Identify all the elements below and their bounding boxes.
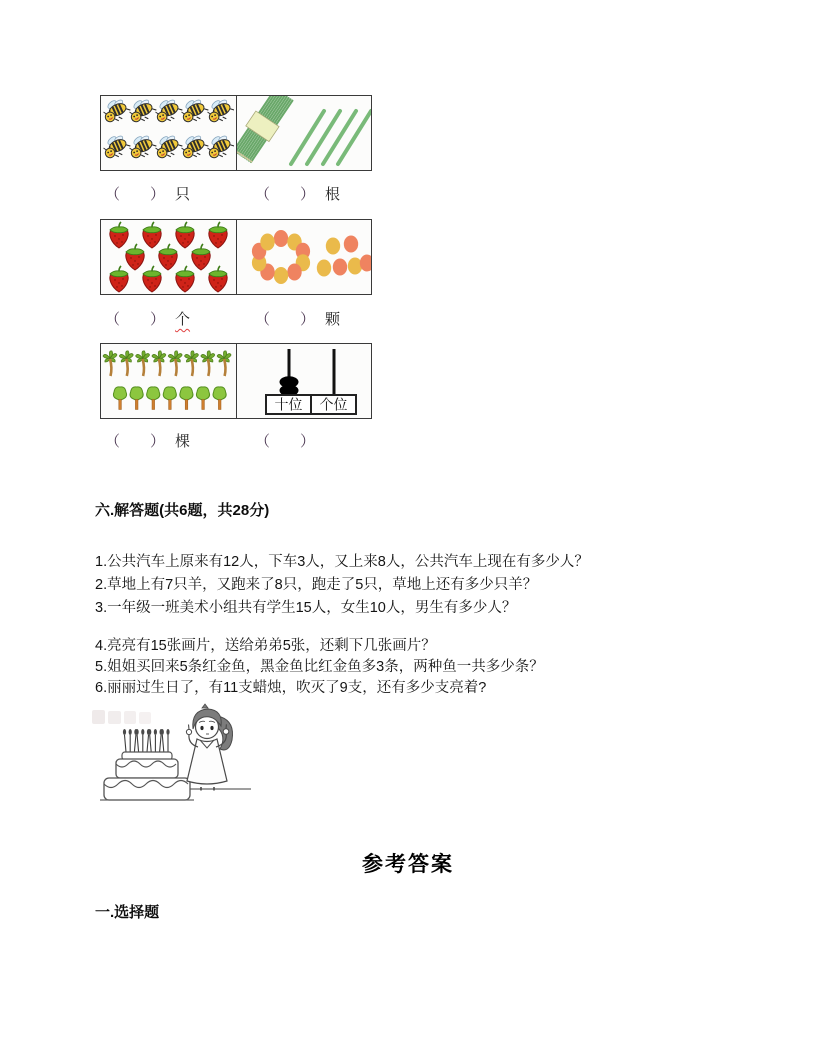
answer-blank-bees bbox=[105, 183, 190, 204]
tens-place-label: 十位 bbox=[274, 396, 302, 413]
label-row-2 bbox=[100, 308, 410, 332]
dots-graphic bbox=[237, 220, 372, 293]
blank-parens: （ ） bbox=[105, 186, 166, 203]
answer-blank-strawberries bbox=[105, 308, 190, 329]
unit-label: 颗 bbox=[325, 311, 341, 328]
unit-label: 棵 bbox=[175, 433, 191, 450]
answer-blank-sticks bbox=[255, 183, 340, 204]
counting-table-row-3 bbox=[100, 343, 372, 419]
strawberries-cell bbox=[101, 220, 237, 294]
answer-blank-dots bbox=[255, 308, 340, 329]
dots-cell bbox=[237, 220, 372, 294]
trees-cell bbox=[101, 344, 237, 418]
unit-label: 只 bbox=[175, 186, 191, 203]
problem-line: 3.一年级一班美术小组共有学生15人，女生10人，男生有多少人？ bbox=[95, 600, 517, 616]
strawberries-graphic bbox=[101, 220, 236, 294]
label-row-3 bbox=[100, 430, 410, 454]
sticks-cell bbox=[237, 96, 372, 170]
abacus-cell bbox=[237, 344, 372, 418]
abacus-graphic bbox=[237, 344, 372, 417]
sticks-graphic bbox=[237, 96, 372, 169]
birthday-illustration bbox=[88, 702, 253, 813]
answers-section-1-heading: 一.选择题 bbox=[95, 904, 160, 921]
label-row-1 bbox=[100, 183, 410, 207]
bees-cell bbox=[101, 96, 237, 170]
ones-place-label: 个位 bbox=[319, 396, 347, 413]
trees-graphic bbox=[101, 344, 236, 417]
unit-label: 个 bbox=[175, 311, 191, 328]
answer-blank-trees bbox=[105, 430, 190, 451]
faint-watermark bbox=[92, 710, 151, 724]
blank-parens: （ ） bbox=[105, 433, 166, 450]
answers-title: 参考答案 bbox=[362, 853, 454, 876]
unit-label: 根 bbox=[325, 186, 341, 203]
answer-blank-abacus bbox=[255, 430, 325, 451]
counting-table-row-1 bbox=[100, 95, 372, 171]
problem-line: 5.姐姐买回来5条红金鱼，黑金鱼比红金鱼多3条，两种鱼一共多少条？ bbox=[95, 659, 544, 675]
section-six-heading: 六.解答题(共6题，共28分) bbox=[95, 502, 270, 519]
problem-line: 4.亮亮有15张画片，送给弟弟5张，还剩下几张画片？ bbox=[95, 638, 436, 654]
blank-parens: （ ） bbox=[255, 311, 316, 328]
problem-line: 6.丽丽过生日了，有11支蜡烛，吹灭了9支，还有多少支亮着? bbox=[95, 680, 487, 696]
counting-table-row-2 bbox=[100, 219, 372, 295]
blank-parens: （ ） bbox=[105, 311, 166, 328]
blank-parens: （ ） bbox=[255, 433, 316, 450]
problems-group-1 bbox=[95, 551, 589, 620]
problems-group-2 bbox=[95, 636, 544, 699]
problem-line: 2.草地上有7只羊，又跑来了8只，跑走了5只，草地上还有多少只羊？ bbox=[95, 577, 538, 593]
blank-parens: （ ） bbox=[255, 186, 316, 203]
problem-line: 1.公共汽车上原来有12人，下车3人，又上来8人，公共汽车上现在有多少人？ bbox=[95, 554, 589, 570]
bees-graphic bbox=[101, 96, 236, 169]
